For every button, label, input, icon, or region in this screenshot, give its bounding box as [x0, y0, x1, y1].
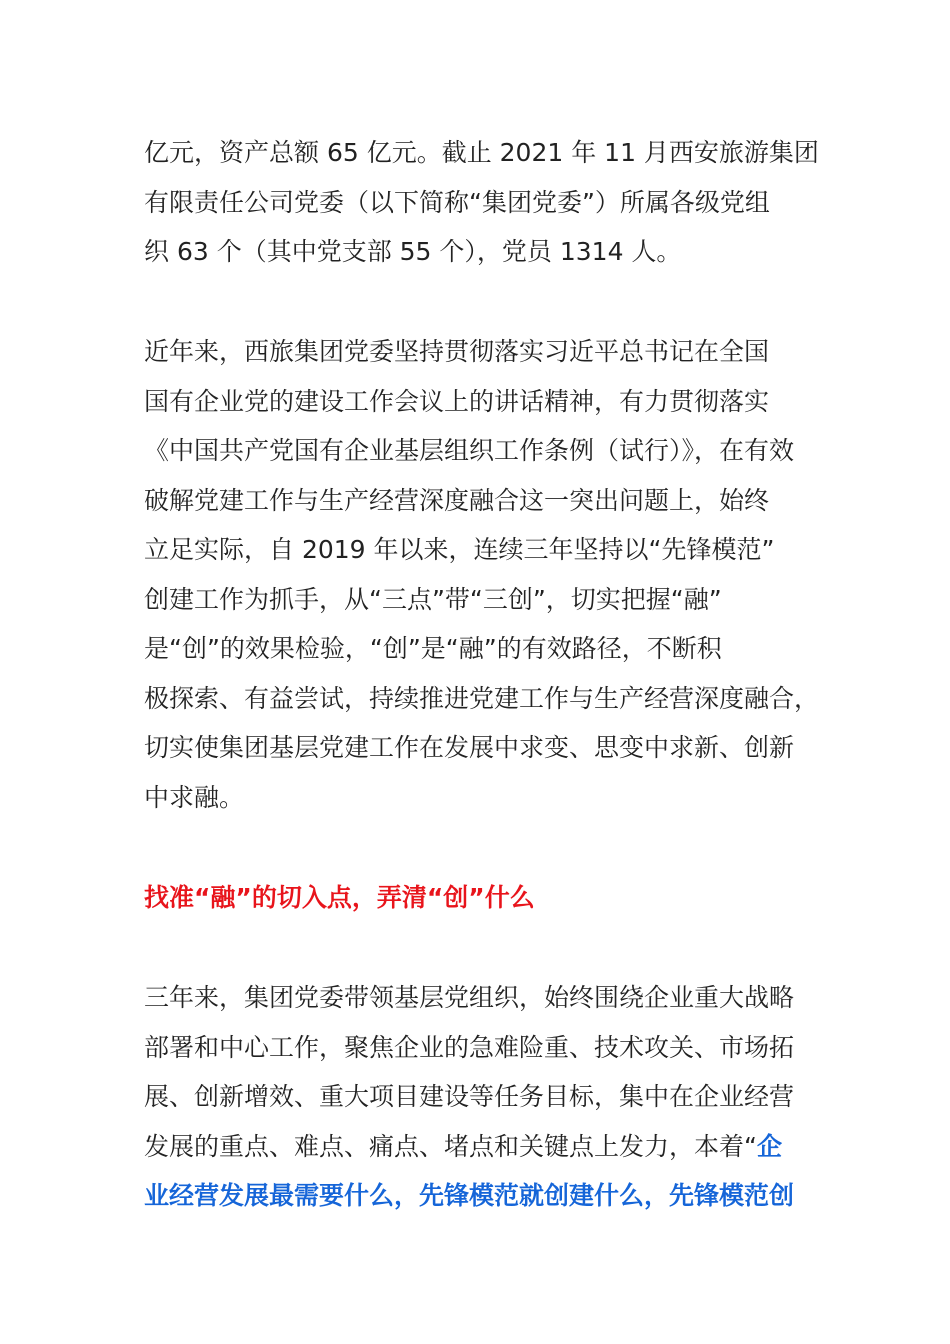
text-line: 部署和中心工作，聚焦企业的急难险重、技术攻关、市场拓	[144, 1032, 795, 1062]
text-line: 破解党建工作与生产经营深度融合这一突出问题上，始终	[144, 485, 770, 515]
text-line: 创建工作为抓手，从“三点”带“三创”，切实把握“融”	[144, 584, 722, 614]
text-line: 三年来，集团党委带领基层党组织，始终围绕企业重大战略	[144, 983, 795, 1012]
highlight-text: 业经营发展最需要什么，先锋模范就创建什么，先锋模范创	[144, 1181, 795, 1210]
text-line	[144, 1122, 824, 1172]
text-line: 展、创新增效、重大项目建设等任务目标，集中在企业经营	[144, 1082, 795, 1111]
text-line: 有限责任公司党委（以下简称“集团党委”）所属各级党组	[144, 187, 770, 217]
text-line: 中求融。	[144, 782, 245, 812]
paragraph-three-years	[144, 973, 824, 1221]
paragraph-overview	[144, 128, 824, 277]
highlight-text: 企	[756, 1131, 782, 1161]
text-line: 立足实际，自 2019 年以来，连续三年坚持以“先锋模范”	[144, 535, 775, 564]
text-line: 极探索、有益尝试，持续推进党建工作与生产经营深度融合，	[144, 683, 820, 713]
paragraph-recent-years	[144, 327, 824, 822]
section-heading: 找准“融”的切入点，弄清“创”什么	[144, 883, 535, 912]
text-segment: 发展的重点、难点、痛点、堵点和关键点上发力，本着“	[144, 1131, 757, 1161]
text-line: 切实使集团基层党建工作在发展中求变、思变中求新、创新	[144, 733, 795, 762]
text-line: 织 63 个（其中党支部 55 个），党员 1314 人。	[144, 237, 682, 266]
text-line: 《中国共产党国有企业基层组织工作条例（试行）》，在有效	[144, 436, 795, 465]
text-line: 近年来，西旅集团党委坚持贯彻落实习近平总书记在全国	[144, 337, 770, 366]
text-line: 亿元，资产总额 65 亿元。截止 2021 年 11 月西安旅游集团	[144, 138, 819, 167]
text-line: 是“创”的效果检验，“创”是“融”的有效路径，不断积	[144, 634, 722, 663]
text-line: 国有企业党的建设工作会议上的讲话精神，有力贯彻落实	[144, 386, 770, 416]
